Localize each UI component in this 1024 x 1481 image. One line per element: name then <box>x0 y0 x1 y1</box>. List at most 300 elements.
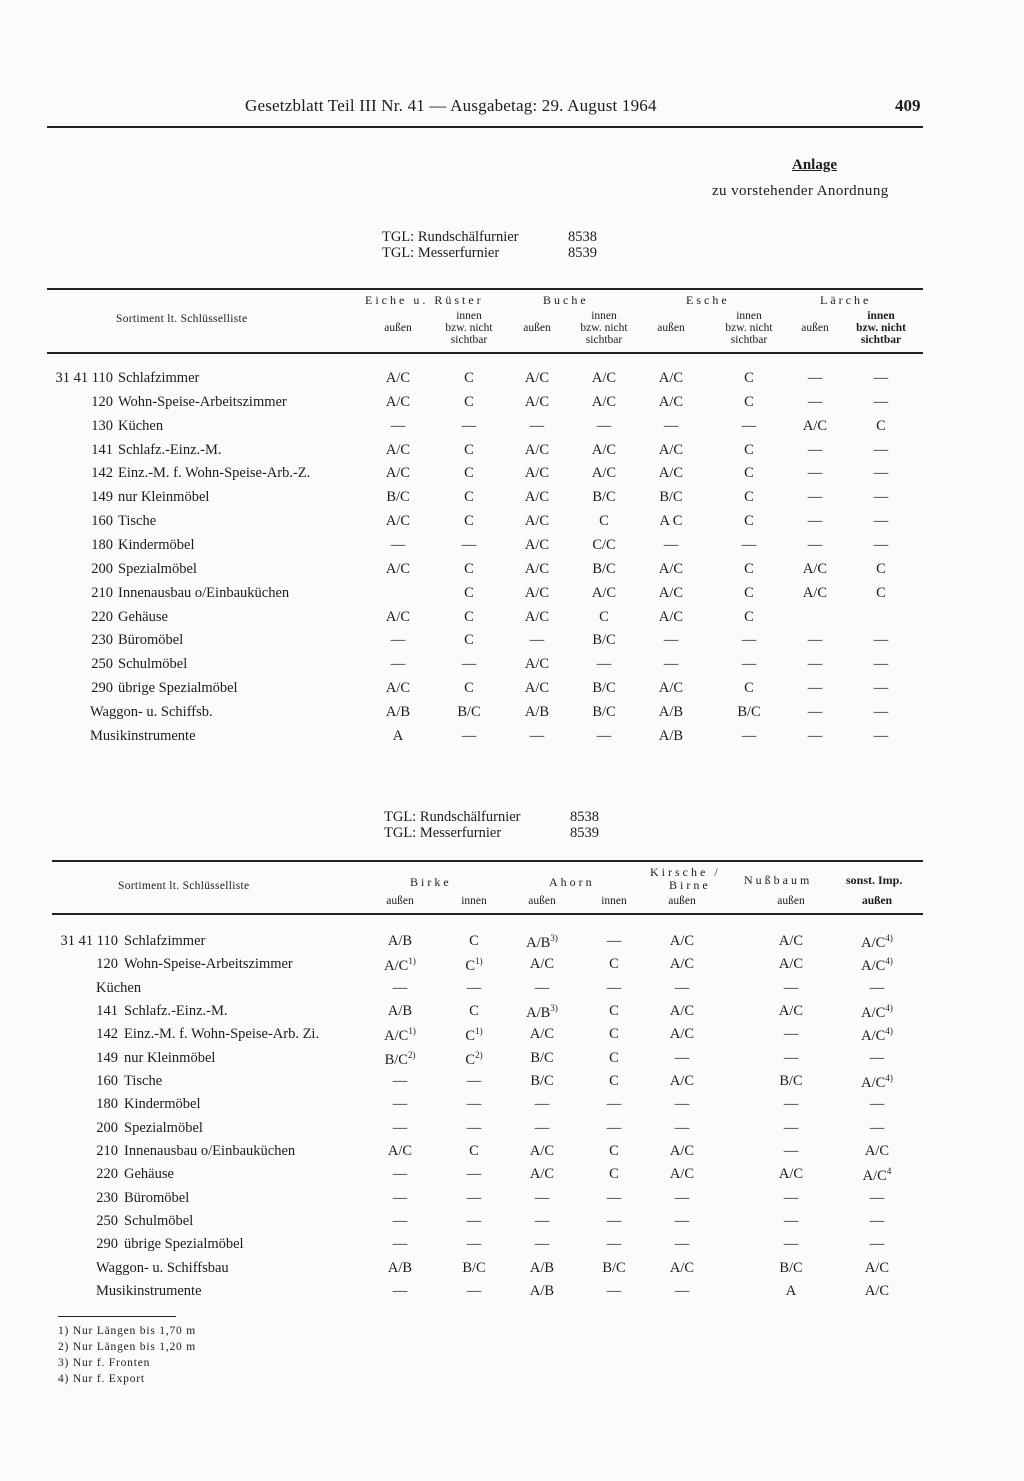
row-name: Küchen <box>118 417 164 434</box>
table-cell: A/C <box>385 393 411 410</box>
table2-group-kirsche: Kirsche / <box>650 865 721 879</box>
page-header-title: Gesetzblatt Teil III Nr. 41 — Ausgabetag: 29. August 1964 <box>245 96 657 115</box>
table-cell: — <box>807 393 823 410</box>
table-cell: — <box>807 680 823 697</box>
table-cell: — <box>873 656 889 673</box>
table-cell: — <box>807 703 823 720</box>
table-row <box>0 728 1024 752</box>
table-cell: — <box>534 979 550 996</box>
table-cell: A/C <box>385 608 411 625</box>
column-header-sub: außen <box>861 895 893 907</box>
column-header-line: innen <box>867 310 895 322</box>
table-cell: C <box>609 1049 619 1066</box>
table-cell: A/C <box>385 441 411 458</box>
anlage-subtitle: zu vorstehender Anordnung <box>712 183 889 199</box>
table-cell: — <box>869 979 885 996</box>
table-cell: A/C <box>658 584 684 601</box>
table-cell: — <box>466 1096 482 1113</box>
table-cell: $A/C^{4)}$ <box>861 1072 893 1091</box>
table-cell: — <box>873 370 889 386</box>
table-cell: $C^{1)}$ <box>465 956 483 975</box>
table-cell: A <box>785 1282 797 1299</box>
table-cell: C <box>609 956 619 973</box>
table-cell: A/C <box>385 370 411 386</box>
row-name: Einz.-M. f. Wohn-Speise-Arb.-Z. <box>118 465 311 482</box>
table-cell: A/B <box>387 1002 413 1019</box>
table-cell: C <box>464 680 474 697</box>
row-code: 149 <box>96 1049 118 1066</box>
table-cell: A/C <box>524 536 550 553</box>
table-row <box>0 1283 1024 1307</box>
table-cell: — <box>873 703 889 720</box>
table-cell: B/C <box>592 680 616 697</box>
table-cell: — <box>606 1212 622 1229</box>
row-name: Spezialmöbel <box>124 1119 203 1136</box>
table-cell: — <box>783 1049 799 1066</box>
table-cell: C <box>744 680 754 697</box>
table-cell: — <box>741 656 757 673</box>
table-cell: — <box>873 536 889 553</box>
table-row <box>0 1213 1024 1237</box>
table-row <box>0 1190 1024 1214</box>
table-cell: — <box>466 1189 482 1206</box>
table-cell: $A/B^{3)}$ <box>526 1002 558 1021</box>
table-cell: B/C <box>659 489 683 506</box>
table-cell: A/C <box>524 393 550 410</box>
table-row <box>0 561 1024 585</box>
column-header-line: bzw. nicht <box>856 322 906 334</box>
table-cell: — <box>741 417 757 434</box>
table-cell: — <box>674 1049 690 1066</box>
table-row <box>0 704 1024 728</box>
table-cell: — <box>390 656 406 673</box>
table-cell: — <box>461 536 477 553</box>
column-header-sub: außen <box>668 895 696 907</box>
row-code: 230 <box>96 1189 118 1206</box>
row-code: 210 <box>91 584 113 601</box>
row-code: 250 <box>96 1212 118 1229</box>
table-cell: C <box>744 489 754 506</box>
row-name: Gehäuse <box>124 1166 174 1183</box>
table-cell: B/C <box>386 489 410 506</box>
table-cell: — <box>783 1236 799 1253</box>
table-cell: A/C <box>669 956 695 973</box>
table-cell: — <box>674 1236 690 1253</box>
table-cell: A/B <box>529 1259 555 1276</box>
table-cell: A/C <box>591 441 617 458</box>
table-cell: C <box>464 513 474 530</box>
row-name: übrige Spezialmöbel <box>118 680 238 697</box>
table-cell: — <box>466 1119 482 1136</box>
table-cell: — <box>390 417 406 434</box>
table-cell: A/C <box>529 1026 555 1043</box>
table-row <box>0 537 1024 561</box>
table-cell: A/C <box>864 1282 890 1299</box>
table-cell: C <box>464 465 474 482</box>
row-name: Büromöbel <box>124 1189 190 1206</box>
table-cell: C <box>744 393 754 410</box>
table-row <box>0 1260 1024 1284</box>
table-cell: — <box>596 727 612 744</box>
table-cell: — <box>873 489 889 506</box>
table-cell: A/C <box>591 370 617 386</box>
row-code: 142 <box>91 465 113 482</box>
table-cell: A/C <box>669 933 695 949</box>
table-row <box>0 1026 1024 1050</box>
table-cell: B/C <box>530 1049 554 1066</box>
table-cell: B/C <box>779 1259 803 1276</box>
table-cell: — <box>783 1119 799 1136</box>
table-cell: — <box>783 1026 799 1043</box>
column-header-sub: innen <box>461 895 487 907</box>
row-code: 149 <box>91 489 113 506</box>
table-cell: — <box>674 979 690 996</box>
table-cell: — <box>529 417 545 434</box>
table-cell: A/C <box>669 1259 695 1276</box>
table-cell: A/C <box>524 441 550 458</box>
row-name: Kindermöbel <box>118 536 195 553</box>
table-cell: C <box>464 608 474 625</box>
column-header-aussen: außen <box>384 322 412 334</box>
table-cell: — <box>873 465 889 482</box>
table-cell: C <box>609 1026 619 1043</box>
table-cell: A/C <box>385 560 411 577</box>
table-cell: C <box>609 1166 619 1183</box>
table-cell: — <box>807 465 823 482</box>
tgl-number: 8539 <box>568 245 597 261</box>
row-name: Gehäuse <box>118 608 168 625</box>
table-cell: A/C <box>591 584 617 601</box>
table-cell: A/C <box>778 1166 804 1183</box>
table-cell: — <box>466 1166 482 1183</box>
column-header-sub: außen <box>528 895 556 907</box>
table-cell: A/C <box>658 393 684 410</box>
table-cell: A/C <box>524 584 550 601</box>
tgl-label: TGL: Messerfurnier <box>384 825 502 841</box>
table2-header-rule <box>52 913 923 915</box>
row-name: Innenausbau o/Einbauküchen <box>118 584 290 601</box>
table-cell: — <box>392 1119 408 1136</box>
table-cell: — <box>663 536 679 553</box>
table-cell: C <box>744 560 754 577</box>
table-cell: C <box>464 370 474 386</box>
table-cell: C <box>464 632 474 649</box>
table-cell: — <box>663 656 679 673</box>
table1-group-buche: Buche <box>543 293 589 307</box>
table-row <box>0 632 1024 656</box>
table-cell: A/C <box>591 393 617 410</box>
table-cell: A/C <box>385 680 411 697</box>
column-header-line: innen <box>456 310 482 322</box>
table-cell: — <box>392 1212 408 1229</box>
table-row <box>0 585 1024 609</box>
table-cell: — <box>392 1166 408 1183</box>
table-cell: — <box>869 1119 885 1136</box>
table2-sortiment-label: Sortiment lt. Schlüsselliste <box>118 880 250 892</box>
table1-sortiment-label: Sortiment lt. Schlüsselliste <box>116 313 248 325</box>
table1-group-laerche: Lärche <box>820 293 872 307</box>
row-name: Wohn-Speise-Arbeitszimmer <box>124 956 293 973</box>
row-name: Schulmöbel <box>124 1212 194 1229</box>
row-name: Schulmöbel <box>118 656 188 673</box>
table-cell: — <box>390 632 406 649</box>
footnote-1: 1) Nur Längen bis 1,70 m <box>58 1325 197 1337</box>
table-cell: C <box>609 1072 619 1089</box>
row-code: 200 <box>91 560 113 577</box>
table-cell: — <box>606 933 622 949</box>
anlage-title: Anlage <box>792 157 837 173</box>
row-code: 200 <box>96 1119 118 1136</box>
table-cell: — <box>741 536 757 553</box>
row-name: Schlafz.-Einz.-M. <box>118 441 222 458</box>
table-cell: A/C <box>524 370 550 386</box>
row-code: 220 <box>91 608 113 625</box>
tgl-number: 8538 <box>570 809 599 825</box>
table-cell: B/C <box>592 489 616 506</box>
table-cell: A/C <box>669 1166 695 1183</box>
table-cell: — <box>596 417 612 434</box>
table-cell: — <box>596 656 612 673</box>
table-row <box>0 933 1024 957</box>
table-cell: — <box>461 727 477 744</box>
table-cell: A/C <box>658 560 684 577</box>
table-cell: $A/B^{3)}$ <box>526 933 558 951</box>
table-cell: A/C <box>669 1142 695 1159</box>
table-cell: — <box>873 441 889 458</box>
table-cell: — <box>873 680 889 697</box>
table-cell: B/C <box>592 703 616 720</box>
table-cell: — <box>663 632 679 649</box>
table2-group-birke: Birke <box>410 875 452 889</box>
table-cell: A/C <box>778 1002 804 1019</box>
column-header-line: bzw. nicht <box>580 322 628 334</box>
table-cell: — <box>873 632 889 649</box>
table-cell: $A/C^{1)}$ <box>384 1026 416 1045</box>
table-cell: C <box>464 393 474 410</box>
row-name: nur Kleinmöbel <box>118 489 210 506</box>
row-name: Waggon- u. Schiffsb. <box>90 703 213 720</box>
column-header-line: sichtbar <box>730 334 768 346</box>
page-number: 409 <box>895 96 921 115</box>
table-cell: A/C <box>658 608 684 625</box>
column-header-line: bzw. nicht <box>445 322 493 334</box>
table-cell: — <box>534 1119 550 1136</box>
row-name: nur Kleinmöbel <box>124 1049 216 1066</box>
table-cell: C <box>744 441 754 458</box>
table-cell: — <box>466 1236 482 1253</box>
table-cell: — <box>741 632 757 649</box>
column-header-line: sichtbar <box>450 334 488 346</box>
table2-group-sonst-imp: sonst. Imp. <box>846 873 903 887</box>
table-cell: A/C <box>524 680 550 697</box>
table-cell: A/C <box>802 584 828 601</box>
table2-top-rule <box>52 860 923 862</box>
table-cell: C <box>876 417 886 434</box>
row-code: 160 <box>91 513 113 530</box>
table-cell: $A/C^{1)}$ <box>384 956 416 975</box>
row-code: 210 <box>96 1142 118 1159</box>
table-cell: A/C <box>524 560 550 577</box>
table-cell: — <box>534 1189 550 1206</box>
table-row <box>0 489 1024 513</box>
table-cell: C <box>744 513 754 530</box>
table-row <box>0 1073 1024 1097</box>
table-cell: B/C <box>779 1072 803 1089</box>
table2-group-ahorn: Ahorn <box>549 875 595 889</box>
table-cell: C <box>599 513 609 530</box>
table-cell: — <box>466 1212 482 1229</box>
table-cell: — <box>606 1096 622 1113</box>
table-row <box>0 418 1024 442</box>
row-code: 180 <box>91 536 113 553</box>
table-row <box>0 1120 1024 1144</box>
table-cell: A/C <box>658 465 684 482</box>
row-code: 120 <box>91 393 113 410</box>
table-cell: C <box>464 560 474 577</box>
row-code: 250 <box>91 656 113 673</box>
table-cell: A/C <box>669 1026 695 1043</box>
table-cell: — <box>466 1072 482 1089</box>
table-cell: — <box>606 1282 622 1299</box>
table-cell: A/C <box>658 370 684 386</box>
row-name: Musikinstrumente <box>90 727 196 744</box>
table-cell: A/C <box>385 465 411 482</box>
column-header-aussen: außen <box>657 322 685 334</box>
table-cell: A/C <box>658 680 684 697</box>
table-cell: A/C <box>529 1166 555 1183</box>
table-cell: — <box>873 513 889 530</box>
row-code: 31 41 110 <box>60 933 118 949</box>
table-row <box>0 465 1024 489</box>
table-cell: B/C <box>737 703 761 720</box>
table2-group-birne: Birne <box>669 878 711 892</box>
table-cell: — <box>869 1189 885 1206</box>
table-row <box>0 513 1024 537</box>
column-header-line: innen <box>736 310 762 322</box>
column-header-innen <box>841 310 921 346</box>
table-cell: — <box>674 1282 690 1299</box>
table-cell: A/C <box>658 441 684 458</box>
table-cell: A/C <box>524 465 550 482</box>
table-cell: — <box>807 441 823 458</box>
table-cell: — <box>461 417 477 434</box>
table-cell: — <box>783 1142 799 1159</box>
table-cell: — <box>534 1212 550 1229</box>
table-cell: A/C <box>387 1142 413 1159</box>
table-cell: A/C <box>524 513 550 530</box>
table1-tgl-block <box>382 229 622 263</box>
table-cell: — <box>529 727 545 744</box>
table-cell: — <box>807 513 823 530</box>
table-cell: — <box>392 1189 408 1206</box>
table-cell: $A/C^{4)}$ <box>861 1002 893 1021</box>
table-cell: $A/C^{4)}$ <box>861 933 893 951</box>
table-cell: A/C <box>864 1259 890 1276</box>
table-cell: — <box>392 1072 408 1089</box>
table-cell: A/C <box>864 1142 890 1159</box>
table-cell: $A/C^{4)}$ <box>861 1026 893 1045</box>
table-cell: A/C <box>669 1002 695 1019</box>
table-cell: $C^{2)}$ <box>465 1049 483 1068</box>
table-row <box>0 609 1024 633</box>
table-cell: $C^{1)}$ <box>465 1026 483 1045</box>
column-header-aussen: außen <box>523 322 551 334</box>
row-name: Einz.-M. f. Wohn-Speise-Arb. Zi. <box>124 1026 320 1043</box>
table2-tgl-block <box>384 809 624 843</box>
table-cell: $B/C^{2)}$ <box>384 1049 416 1068</box>
table-cell: A/C <box>524 608 550 625</box>
tgl-label: TGL: Messerfurnier <box>382 245 500 261</box>
row-name: Wohn-Speise-Arbeitszimmer <box>118 393 287 410</box>
table-cell: C <box>609 1142 619 1159</box>
row-name: Kindermöbel <box>124 1096 201 1113</box>
table-cell: — <box>392 1282 408 1299</box>
table-cell: A/C <box>385 513 411 530</box>
table-cell: — <box>674 1119 690 1136</box>
row-name: Tische <box>118 513 157 530</box>
table-cell: C <box>876 584 886 601</box>
table-cell: — <box>807 489 823 506</box>
table-cell: C <box>876 560 886 577</box>
table-row <box>0 1003 1024 1027</box>
table-cell: — <box>392 1236 408 1253</box>
table-cell: C <box>744 465 754 482</box>
row-name: Tische <box>124 1072 163 1089</box>
row-code: 31 41 110 <box>55 370 113 386</box>
table-cell: C <box>469 1142 479 1159</box>
table-cell: C <box>744 584 754 601</box>
table-cell: — <box>869 1049 885 1066</box>
table-cell: A/C <box>524 656 550 673</box>
table-cell: — <box>807 370 823 386</box>
column-header-sub: außen <box>777 895 805 907</box>
table-cell: C <box>744 370 754 386</box>
table-row <box>0 1143 1024 1167</box>
table-cell: A/C <box>524 489 550 506</box>
table-cell: — <box>674 1212 690 1229</box>
table-row <box>0 1050 1024 1074</box>
table-cell: — <box>869 1212 885 1229</box>
table-cell: — <box>807 632 823 649</box>
table-cell: — <box>674 1189 690 1206</box>
row-name: Schlafz.-Einz.-M. <box>124 1002 228 1019</box>
table-cell: — <box>783 1096 799 1113</box>
column-header-line: sichtbar <box>860 334 902 346</box>
column-header-aussen: außen <box>801 322 829 334</box>
table-cell: A/C <box>529 1142 555 1159</box>
row-code: 160 <box>96 1072 118 1089</box>
table2-group-nussbaum: Nußbaum <box>744 873 813 887</box>
table-cell: — <box>873 393 889 410</box>
header-rule <box>47 126 923 128</box>
tgl-number: 8539 <box>570 825 599 841</box>
footnote-rule <box>58 1316 176 1317</box>
table-cell: — <box>869 1096 885 1113</box>
table-row <box>0 980 1024 1004</box>
table-cell: — <box>807 656 823 673</box>
table-cell: — <box>807 536 823 553</box>
table1-group-eiche: Eiche u. Rüster <box>365 293 484 307</box>
row-code: 141 <box>96 1002 118 1019</box>
table1-top-rule <box>47 288 923 290</box>
table-cell: — <box>606 979 622 996</box>
row-name: Waggon- u. Schiffsbau <box>96 1259 229 1276</box>
table-cell: B/C <box>602 1259 626 1276</box>
table-cell: — <box>606 1189 622 1206</box>
row-code: 120 <box>96 956 118 973</box>
table-cell: A/C <box>591 465 617 482</box>
table-row <box>0 442 1024 466</box>
